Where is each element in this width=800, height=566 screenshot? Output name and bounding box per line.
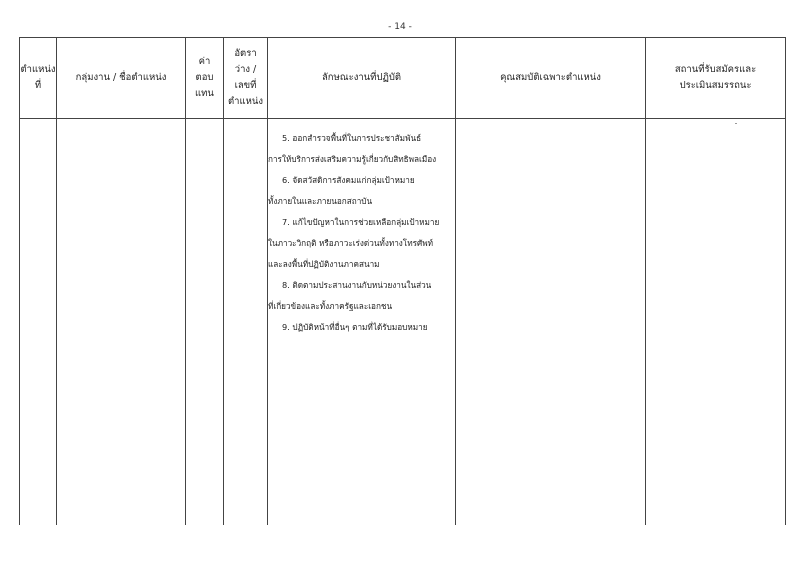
cell-job-duties [268,119,456,525]
header-job-duties: ลักษณะงานที่ปฏิบัติ [268,38,456,119]
duty-item-7: 7. แก้ไขปัญหาในการช่วยเหลือกลุ่มเป้าหมาย ในภาวะวิกฤติ หรือภาวะเร่งด่วนทั้งทางโทรศัพท์ และลงพื้นที่ปฏิบัติงานภาคสนาม [268,217,440,269]
cell-vacancy-number [224,119,268,525]
duty-item-9: 9. ปฏิบัติหน้าที่อื่นๆ ตามที่ได้รับมอบหมาย [282,322,428,332]
header-group-position-name: กลุ่มงาน / ชื่อตำแหน่ง [57,38,186,119]
header-qualifications: คุณสมบัติเฉพาะตำแหน่ง [456,38,646,119]
scan-speck [735,123,737,124]
cell-group-position-name [57,119,186,525]
table-row [20,119,786,525]
cell-compensation [186,119,224,525]
cell-application-location [646,119,786,525]
page-number: - 14 - [388,22,412,32]
header-position-number: ตำแหน่ง ที่ [20,38,57,119]
header-compensation: ค่า ตอบ แทน [186,38,224,119]
position-table-sheet [19,37,785,524]
cell-position-number [20,119,57,525]
cell-qualifications [456,119,646,525]
duty-list [268,119,455,338]
header-vacancy-number: อัตรา ว่าง / เลขที่ ตำแหน่ง [224,38,268,119]
duty-item-8: 8. ติดตามประสานงานกับหน่วยงานในส่วน ที่เกี่ยวข้องและทั้งภาครัฐและเอกชน [268,280,432,311]
duty-item-6: 6. จัดสวัสดิการสังคมแก่กลุ่มเป้าหมาย ทั้งภายในและภายนอกสถาบัน [268,175,415,206]
duty-item-5: 5. ออกสำรวจพื้นที่ในการประชาสัมพันธ์ การให้บริการส่งเสริมความรู้เกี่ยวกับสิทธิพลเมือง [268,133,437,164]
position-table [19,37,786,525]
header-application-location: สถานที่รับสมัครและ ประเมินสมรรถนะ [646,38,786,119]
table-header-row [20,38,786,119]
